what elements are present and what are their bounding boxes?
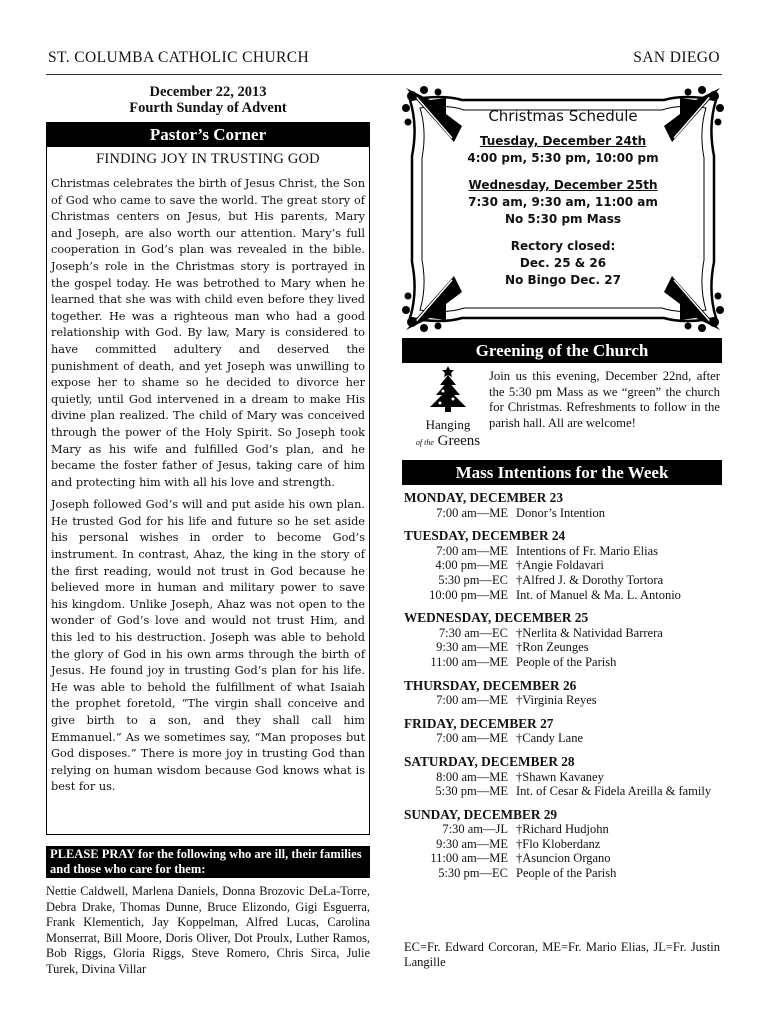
greening-title: Greening of the Church (402, 338, 722, 363)
article-paragraph: Joseph followed God’s will and put aside his own plan. He trusted God for his life and future so he set aside his personal wishes in order to become God’s instrument. In contrast, Ahaz, the king in the story of the first reading, would not trust in God because he believed more in human and military power to save his kingdom. Unlike Joseph, Ahaz was not open to the wonder of God’s love and would not trust Him, and this led to his destruction. Joseph was able to behold the glory of God in his own arms through the birth of Jesus. He found joy in trusting God’s plan for his life. He was able to behold the fulfillment of what Isaiah the prophet foretold, “The virgin shall conceive and give birth to a son, and they shall call him Emmanuel.” As we sometimes say, “Man proposes but God disposes.” There is more joy in trusting God than relying on human wisdom because God knows what is best for us. (51, 498, 365, 794)
prayer-list: Nettie Caldwell, Marlena Daniels, Donna Brozovic DeLa-Torre, Debra Drake, Thomas Dunne, Bruce Elizondo, Gigi Esguerra, Frank Klementich, Jay Koppelman, Alfred Lucas, Carolina Monserrat, Bill Moore, Doris Oliver, Dot Proulx, Luther Ramos, Bob Riggs, Gloria Riggs, Steve Romero, Chris Sirca, Julie Turek, Divina Villar (46, 884, 370, 976)
mass-entry (404, 558, 724, 573)
mass-day (404, 717, 724, 746)
holly-icon (664, 86, 724, 142)
mass-intentions-title: Mass Intentions for the Week (402, 460, 722, 485)
mass-entry (404, 544, 724, 559)
mass-day-name: MONDAY, DECEMBER 23 (404, 490, 563, 505)
mass-entry (404, 640, 724, 655)
schedule-note: No 5:30 pm Mass (504, 212, 622, 226)
mass-day (404, 808, 724, 881)
date-line: December 22, 2013 (149, 84, 267, 100)
masthead (46, 47, 722, 75)
mass-time: 11:00 am—ME (430, 851, 508, 866)
mass-entry (404, 770, 724, 785)
mass-time: 7:00 am—ME (436, 731, 508, 746)
mass-day (404, 611, 724, 669)
rectory-label: Rectory closed: (510, 239, 616, 253)
mass-day-name: SATURDAY, DECEMBER 28 (404, 753, 575, 769)
mass-time: 7:30 am—EC (438, 625, 508, 640)
mass-entry (404, 693, 724, 708)
mass-intention: †Richard Hudjohn (516, 822, 609, 837)
mass-entry (404, 784, 724, 799)
mass-day-name: FRIDAY, DECEMBER 27 (404, 715, 554, 731)
christmas-schedule-text (462, 108, 664, 289)
mass-day-name: SUNDAY, DECEMBER 29 (404, 806, 558, 822)
article-heading: FINDING JOY IN TRUSTING GOD (96, 151, 320, 167)
schedule-times: 7:30 am, 9:30 am, 11:00 am (468, 195, 658, 209)
mass-entry (404, 837, 724, 852)
article-paragraph: Christmas celebrates the birth of Jesus Christ, the Son of God who came to save the world. The great story of Christmas centers on Jesus, but His parents, Mary and Joseph, are also worth our attention. Mary’s full cooperation in God’s plan was revealed in the bible. Joseph’s role in the Christmas story is portrayed in the gospel today. He was betrothed to Mary when he learned that she was with child even before they lived together. He was a righteous man who had a good relationship with God. By law, Mary is considered to have committed adultery and deserved the punishment of death, and yet Joseph was unwilling to expose her to shame so he decided to divorce her quietly, until God intervened in a dream to make His divine plan realized. The child of Mary was conceived through the power of the Holy Spirit. So Joseph took Mary as his wife and fulfilled God’s plan, and he became the foster father of Jesus, taking care of him and protecting him with all his love and strength. (51, 177, 365, 489)
mass-entry (404, 573, 724, 588)
mass-entry (404, 866, 724, 881)
celebrant-legend: EC=Fr. Edward Corcoran, ME=Fr. Mario Elias, JL=Fr. Justin Langille (404, 940, 720, 969)
holly-icon (664, 276, 724, 332)
rectory-dates: Dec. 25 & 26 (519, 256, 607, 270)
pray-heading: PLEASE PRAY for the following who are ill, their families and those who care for them: (46, 846, 370, 878)
mass-intention: Intentions of Fr. Mario Elias (516, 543, 658, 558)
mass-day (404, 529, 724, 602)
hanging-of-greens-logo (412, 365, 484, 457)
mass-intention: †Asuncion Organo (516, 851, 611, 866)
mass-time: 8:00 am—ME (436, 769, 508, 784)
pastors-corner-title: Pastor’s Corner (47, 123, 369, 147)
city-name: SAN DIEGO (633, 49, 720, 66)
mass-entry (404, 851, 724, 866)
schedule-day: Wednesday, December 25th (468, 178, 658, 192)
mass-time: 7:00 am—ME (436, 505, 508, 520)
mass-time: 5:30 pm—EC (438, 866, 508, 881)
mass-entry (404, 731, 724, 746)
liturgical-day: Fourth Sunday of Advent (129, 100, 287, 116)
logo-of-the: of the (415, 438, 434, 447)
mass-entry (404, 822, 724, 837)
mass-time: 9:30 am—ME (436, 640, 508, 655)
mass-intention: Int. of Cesar & Fidela Areilla & family (516, 784, 712, 799)
holly-icon (402, 86, 462, 142)
mass-day-name: TUESDAY, DECEMBER 24 (404, 528, 566, 544)
mass-intentions-list (404, 491, 724, 890)
mass-intention: †Candy Lane (516, 731, 583, 746)
mass-entry (404, 655, 724, 670)
mass-time: 5:30 pm—ME (435, 784, 508, 799)
mass-entry (404, 506, 724, 521)
article-body (47, 168, 369, 796)
mass-time: 4:00 pm—ME (435, 558, 508, 573)
logo-word: Hanging (425, 417, 471, 432)
mass-intention: †Flo Kloberdanz (516, 836, 601, 851)
mass-intention: †Virginia Reyes (516, 693, 597, 708)
mass-time: 10:00 pm—ME (429, 587, 508, 602)
mass-day (404, 491, 724, 520)
mass-entry (404, 588, 724, 603)
mass-time: 7:30 am—JL (442, 822, 508, 837)
bingo-note: No Bingo Dec. 27 (505, 273, 621, 287)
schedule-times: 4:00 pm, 5:30 pm, 10:00 pm (467, 151, 659, 165)
mass-entry (404, 626, 724, 641)
mass-intention: †Shawn Kavaney (516, 769, 604, 784)
mass-intention: Int. of Manuel & Ma. L. Antonio (516, 587, 681, 602)
mass-time: 11:00 am—ME (430, 654, 508, 669)
holly-icon (402, 276, 462, 332)
mass-intention: People of the Parish (516, 866, 617, 881)
mass-intention: †Alfred J. & Dorothy Tortora (516, 572, 664, 587)
mass-intention: People of the Parish (516, 654, 617, 669)
logo-word (412, 433, 484, 450)
greening-text: Join us this evening, December 22nd, after the 5:30 pm Mass as we “green” the church for Christmas. Refreshments to follow in the parish hall. All are welcome! (489, 369, 720, 430)
mass-intention: †Nerlita & Natividad Barrera (516, 625, 663, 640)
church-name: ST. COLUMBA CATHOLIC CHURCH (48, 49, 310, 66)
mass-time: 7:00 am—ME (436, 543, 508, 558)
mass-time: 7:00 am—ME (436, 693, 508, 708)
bulletin-date (46, 84, 370, 116)
mass-day (404, 679, 724, 708)
schedule-day: Tuesday, December 24th (479, 134, 647, 148)
pastors-corner (46, 122, 370, 835)
mass-intention: †Angie Foldavari (516, 558, 604, 573)
christmas-tree-icon (426, 365, 470, 413)
christmas-schedule (402, 86, 724, 332)
mass-day-name: WEDNESDAY, DECEMBER 25 (404, 610, 589, 626)
mass-day-name: THURSDAY, DECEMBER 26 (404, 677, 577, 693)
mass-intention: Donor’s Intention (516, 505, 605, 520)
logo-greens: Greens (437, 433, 481, 449)
mass-day (404, 755, 724, 799)
mass-intention: †Ron Zeunges (516, 640, 589, 655)
christmas-schedule-title: Christmas Schedule (488, 107, 638, 125)
mass-time: 5:30 pm—EC (438, 572, 508, 587)
mass-time: 9:30 am—ME (436, 836, 508, 851)
